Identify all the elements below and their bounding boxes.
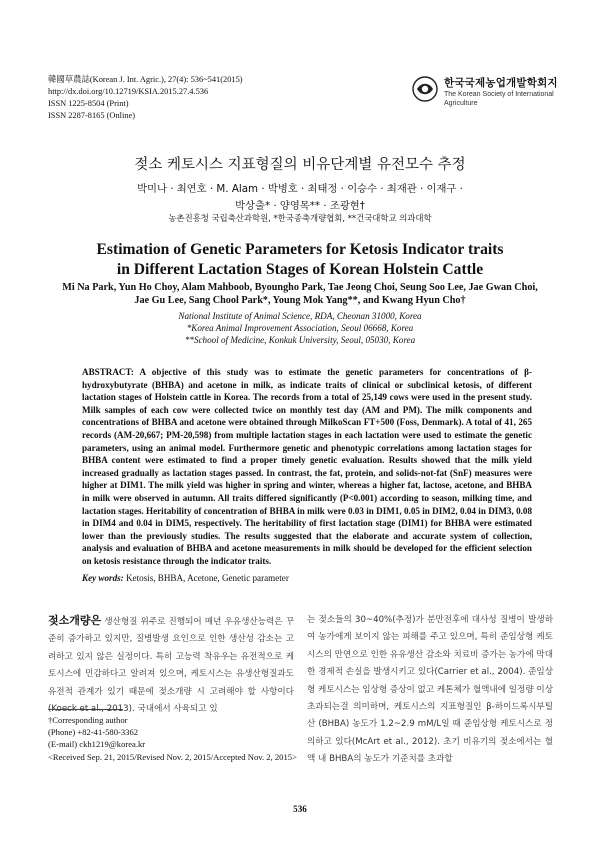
korean-affiliations: 농촌진흥청 국립축산과학원, *한국종축개량협회, **건국대학교 의과대학: [168, 213, 432, 223]
issn-online: ISSN 2287-8165 (Online): [48, 111, 136, 121]
body-column-right: 는 젖소들의 30~40%(추정)가 분만전후에 대사성 질병이 발생하여 농가에게 보이지 않는 피해를 주고 있으며, 특히 준임상형 케토시스의 만연으로 인한 유유생산 감소와 치료비 증가는 농가에 막대한 경제적 손실을 발생시키고 있다(Carrier et al., 2004). 준임상형 케토시스는 임상형 증상이 없고 케톤체가 혈액내에 일정량 이상 초과되는걸 의미하며, 케토시스의 지표형질인 β-하이드록시부틸산 (BHBA) 농도가 1.2~2.9 mM/L일 때 준임상형 케토시스로 정의하고 있다(McArt et al., 2012). 초기 비유기의 젖소에서는 혈액 내 BHBA의 농도가 기준치를 초과할: [307, 615, 553, 765]
page-number: 536: [293, 804, 307, 814]
body-text-left: 생산형질 위주로 진행되어 매년 우유생산능력은 꾸준히 증가하고 있지만, 질병발생 요인으로 인한 생산성 감소는 고려하고 있지 않은 실정이다. 특히 고능력 착유우는 유전적으로 케토시스에 민감하다고 알려져 있으며, 케토시스는 유생산형질과도 유전적 관계가 있기 때문에 젖소개량 시 고려해야 할 사항이다(Koeck et al., 2013). 국내에서 사육되고 있: [48, 617, 294, 715]
phone: (Phone) +82-41-580-3362: [48, 727, 139, 738]
body-lead-word: 젖소개량은: [48, 614, 102, 627]
journal-header: [48, 74, 243, 122]
abstract: ABSTRACT: A objective of this study was to estimate the genetic parameters for concentrations of β-hydroxybutyrate (BHBA) and acetone in milk, as indicate traits of clinical or subclinical ketosis, of different lactation stages of Holstein cattle in Korea. The records from a total of 25,149 cows were used in the present study. Milk samples of each cow were collected twice on monthly test day (AM and PM). The milk components and concentrations of BHBA and acetone were obtained through MilkoScan FT+500 (Foss, Denmark). A total of 41, 265 records (AM-20,667; PM-20,598) from multiple lactation stages in each lactation were used to estimate the genetic parameters, using an animal model. Furthermore genetic and phenotypic correlations among lactation stages for BHBA content were estimated to find a proper timely genetic evaluation. Results showed that the milk yield increased gradually as lactation stages passed. In contrast, the fat, protein, and solids-not-fat (SnF) measures were higher at DIM1. The milk yield was higher in spring and winter, whereas a higher fat, lactose, acetone, and BHBA in milk were observed in autumn. All traits differed significantly (P<0.001) according to season, milking time, and lactation stages. Heritability of concentration of BHBA in milk were 0.03 in DIM1, 0.05 in DIM2, 0.04 in DIM3, 0.08 in DIM4 and 0.04 in DIM5, respectively. The heritability of first lactation stage (DIM1) for BHBA were estimated lower than the previously studies. The results suggested that the elaborate and accurate system of collection, analysis and evaluation of BHBA and acetone measurements in milk should be developed for the efficient selection on ketosis resistance through the indicator traits.: [82, 367, 532, 566]
korean-authors: 박미나 · 최연호 · M. Alam · 박병호 · 최태정 · 이승수 · 최재관 · 이재구 · 박상출* · 양영목** · 조광현†: [137, 183, 463, 212]
corresponding-author: †Corresponding author: [48, 715, 128, 725]
society-name-korean: 한국국제농업개발학회지: [444, 77, 558, 89]
received-dates: <Received Sep. 21, 2015/Revised Nov. 2, 2015/Accepted Nov. 2, 2015>: [48, 751, 297, 762]
society-emblem-icon: [412, 76, 438, 102]
keywords-list: Ketosis, BHBA, Acetone, Genetic parameter: [125, 573, 289, 583]
footnotes: [48, 714, 308, 763]
body-column-left: [48, 612, 294, 718]
korean-title: 젖소 케토시스 지표형질의 비유단계별 유전모수 추정: [134, 157, 466, 173]
society-name-english: The Korean Society of International Agriculture: [444, 91, 554, 107]
english-title: Estimation of Genetic Parameters for Ketosis Indicator traits in Different Lactation Stages of Korean Holstein Cattle: [96, 241, 504, 278]
keywords-label: Key words:: [82, 573, 124, 583]
english-affiliations: National Institute of Animal Science, RDA, Cheonan 31000, Korea *Korea Animal Improvement Association, Seoul 06668, Korea **School of Medicine, Konkuk University, Seoul, 05030, Korea: [178, 311, 422, 346]
doi-link[interactable]: http://dx.doi.org/10.12719/KSIA.2015.27.4.536: [48, 87, 209, 97]
email[interactable]: (E-mail) ckh1219@korea.kr: [48, 739, 146, 750]
journal-citation: 韓國草農誌(Korean J. Int. Agric.), 27(4): 536~541(2015): [48, 75, 243, 84]
issn-print: ISSN 1225-8504 (Print): [48, 99, 129, 109]
english-authors: Mi Na Park, Yun Ho Choy, Alam Mahboob, Byoungho Park, Tae Jeong Choi, Seung Soo Lee, Jae Gwan Choi, Jae Gu Lee, Sang Chool Park*, Young Mok Yang**, and Kwang Hyun Cho†: [62, 282, 538, 307]
footnote-divider: [48, 709, 123, 710]
society-logo: [412, 74, 562, 114]
keywords: [82, 572, 532, 584]
